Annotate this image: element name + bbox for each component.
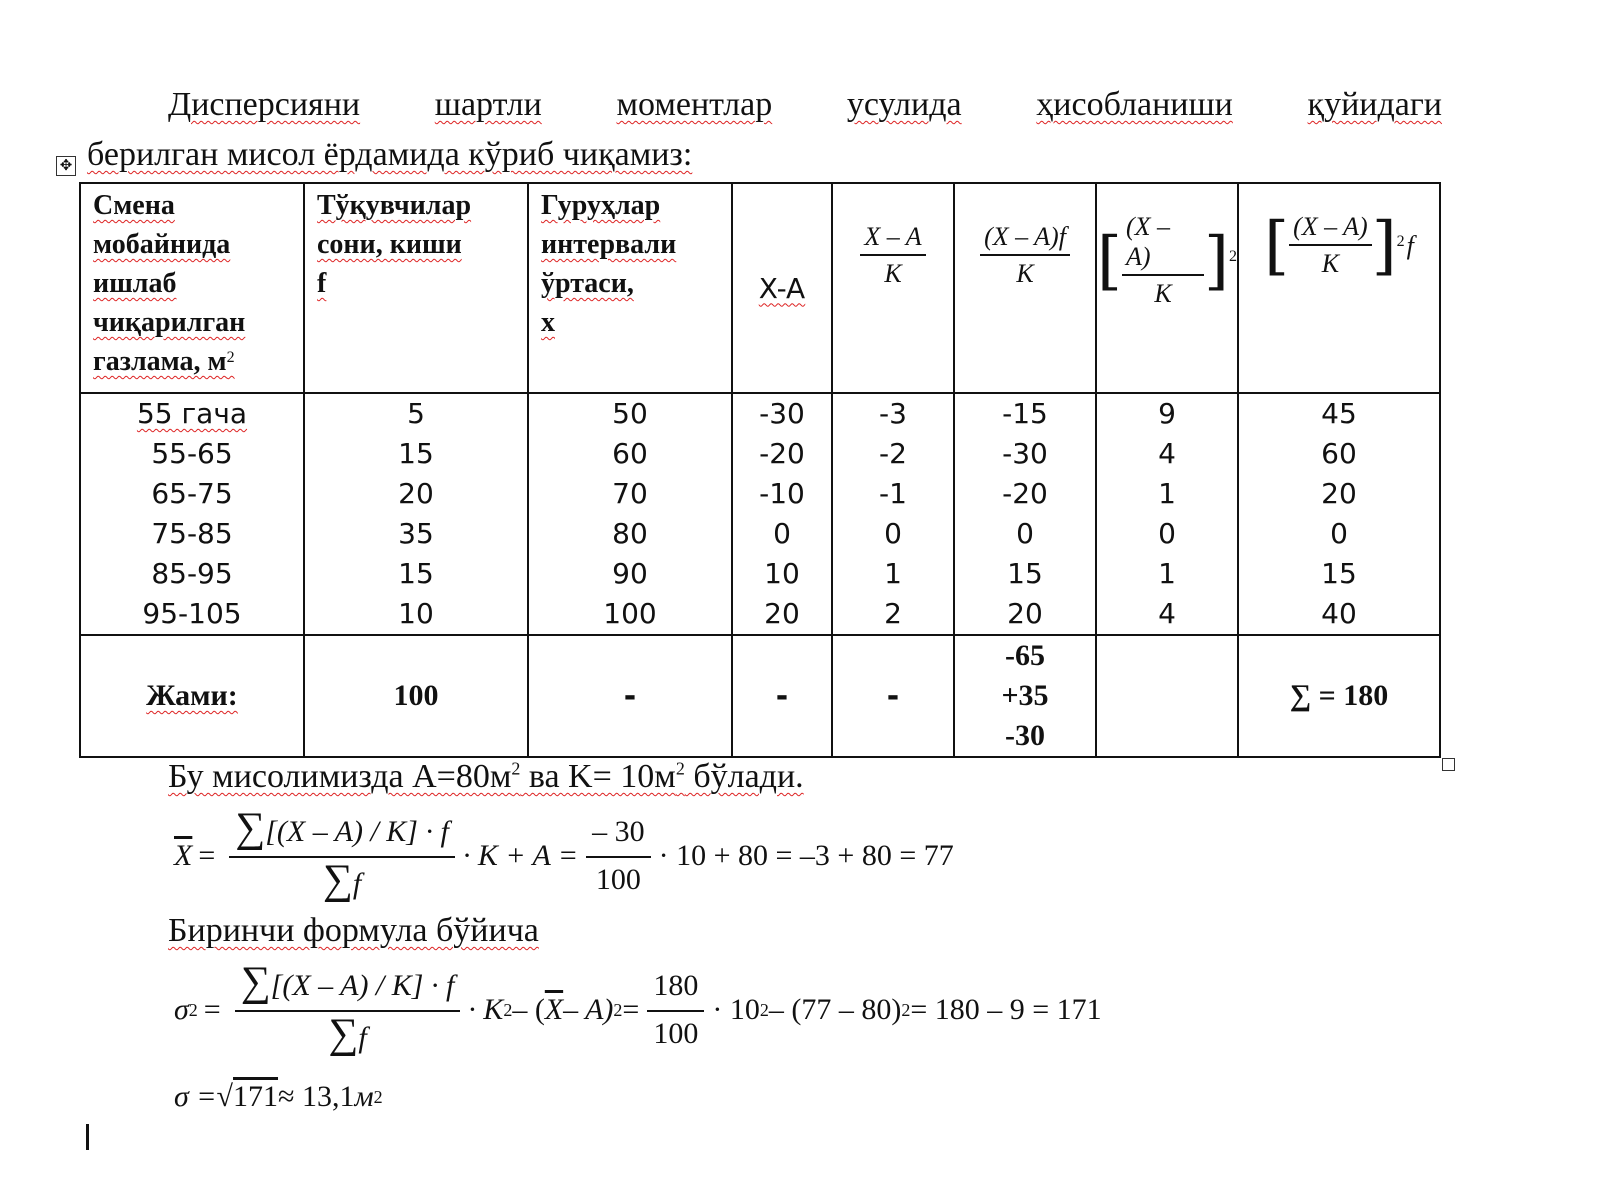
table-cell: 1	[1158, 477, 1176, 510]
table-cell: 85-95	[151, 557, 233, 590]
text-cursor	[86, 1124, 89, 1150]
table-cell: 50	[612, 397, 648, 430]
variance-table	[79, 182, 1441, 758]
variance-formula: σ 2 = $\frac{\sum[(X - A) / K] \cdot f}{\sum f}$ · K 2 – ( $\overline{X}$ – A) 2 = $\frac{180}{100}$ · 10 2 – (77 – 80) 2 = 180 – 9 = 171	[174, 959, 1102, 1057]
table-cell: 90	[612, 557, 648, 590]
table-cell: 75-85	[151, 517, 233, 550]
table-cell: 4	[1158, 437, 1176, 470]
table-cell: -3	[879, 397, 907, 430]
table-cell: -2	[879, 437, 907, 470]
table-cell: 20	[1321, 477, 1357, 510]
total-c3: -	[528, 635, 732, 757]
col-x-minus-a	[732, 393, 832, 635]
intro-word: қуйидаги	[1307, 86, 1442, 123]
total-c7	[1096, 635, 1238, 757]
table-cell: 60	[612, 437, 648, 470]
table-cell: 40	[1321, 597, 1357, 630]
table-cell: -30	[759, 397, 805, 430]
table-cell: 4	[1158, 597, 1176, 630]
table-cell: 20	[764, 597, 800, 630]
std-dev-formula: σ = √ 171 ≈ 13,1 м 2	[174, 1080, 383, 1113]
total-label: Жами:	[80, 635, 304, 757]
table-body-row	[80, 393, 1440, 635]
table-cell: -15	[1002, 397, 1048, 430]
table-cell: -1	[879, 477, 907, 510]
table-cell: 60	[1321, 437, 1357, 470]
header-interval-mid: Гуруҳлар интервали ўртаси, x	[528, 183, 732, 393]
table-cell: 70	[612, 477, 648, 510]
intro-line-2: берилган мисол ёрдамида кўриб чиқамиз:	[87, 136, 693, 173]
table-cell: 15	[1321, 557, 1357, 590]
col-ratio	[832, 393, 954, 635]
total-c4: -	[732, 635, 832, 757]
table-cell: 20	[1007, 597, 1043, 630]
table-cell: 5	[407, 397, 425, 430]
table-cell: 2	[884, 597, 902, 630]
col-ratio-squared-f	[1238, 393, 1440, 635]
header-x-minus-a-f-over-k: $\frac{(X - A)f}{K}$	[954, 183, 1096, 393]
table-move-handle-icon[interactable]: ✥	[56, 156, 76, 176]
a-k-statement: Бу мисолимизда $A=80м^2$ ва $K= 10м^2$ бўлади.	[168, 758, 804, 795]
table-cell: 10	[398, 597, 434, 630]
col-output	[80, 393, 304, 635]
header-weavers: Тўқувчилар сони, киши f	[304, 183, 528, 393]
intro-word: Дисперсияни	[168, 86, 361, 123]
sqrt-icon: √	[216, 1080, 234, 1113]
table-cell: 0	[1330, 517, 1348, 550]
table-cell: 55-65	[151, 437, 233, 470]
table-header-row	[80, 183, 1440, 393]
table-cell: 0	[884, 517, 902, 550]
sum-icon: ∑	[322, 857, 353, 903]
table-cell: 65-75	[151, 477, 233, 510]
col-ratio-squared	[1096, 393, 1238, 635]
col-weavers	[304, 393, 528, 635]
intro-word: ҳисобланиши	[1036, 86, 1233, 123]
table-cell: 15	[398, 437, 434, 470]
header-output: Смена мобайнида ишлаб чиқарилган газлама, $м^2$	[80, 183, 304, 393]
table-cell: -10	[759, 477, 805, 510]
header-squared-ratio-f: [ $\frac{(X - A)}{K}$ ] 2 f	[1238, 183, 1440, 393]
table-total-row	[80, 635, 1440, 757]
table-cell: 45	[1321, 397, 1357, 430]
sum-icon: ∑	[240, 959, 271, 1005]
intro-line-1	[168, 86, 1442, 124]
table-cell: -30	[1002, 437, 1048, 470]
table-cell: 0	[773, 517, 791, 550]
table-cell: 95-105	[142, 597, 242, 630]
table-cell: -20	[1002, 477, 1048, 510]
intro-word: усулида	[846, 86, 962, 123]
header-squared-ratio: [ $\frac{(X - A)}{K}$ ] 2	[1096, 183, 1238, 393]
table-cell: 100	[603, 597, 657, 630]
table-cell: 10	[764, 557, 800, 590]
table-cell: 80	[612, 517, 648, 550]
table-cell: 1	[884, 557, 902, 590]
table-cell: 1	[1158, 557, 1176, 590]
col-interval-mid	[528, 393, 732, 635]
table-cell: 35	[398, 517, 434, 550]
total-c6: -65 +35 -30	[954, 635, 1096, 757]
table-cell: 15	[1007, 557, 1043, 590]
header-x-minus-a: X-A	[732, 183, 832, 393]
mean-symbol: $\overline{X}$	[174, 839, 193, 872]
intro-word: шартли	[434, 86, 542, 123]
table-cell: 9	[1158, 397, 1176, 430]
sum-icon: ∑	[328, 1011, 359, 1057]
col-ratio-f	[954, 393, 1096, 635]
table-cell: 55 гача	[136, 397, 248, 430]
table-cell: 20	[398, 477, 434, 510]
intro-word: моментлар	[616, 86, 773, 123]
first-formula-heading: Биринчи формула бўйича	[168, 912, 539, 949]
header-x-minus-a-over-k: $\frac{X - A}{K}$	[832, 183, 954, 393]
table-cell: 15	[398, 557, 434, 590]
mean-formula: $\overline{X}$ = $\frac{\sum[(X - A) / K] \cdot f}{\sum f}$ · K + A = $\frac{- 30}{100}$ · 10 + 80 = –3 + 80 = 77	[174, 805, 954, 903]
table-cell: 0	[1158, 517, 1176, 550]
table-resize-handle-icon[interactable]	[1442, 758, 1455, 771]
total-sum: ∑ = 180	[1238, 635, 1440, 757]
sum-icon: ∑	[235, 805, 266, 851]
total-f: 100	[304, 635, 528, 757]
table-cell: 0	[1016, 517, 1034, 550]
total-c5: -	[832, 635, 954, 757]
table-cell: -20	[759, 437, 805, 470]
